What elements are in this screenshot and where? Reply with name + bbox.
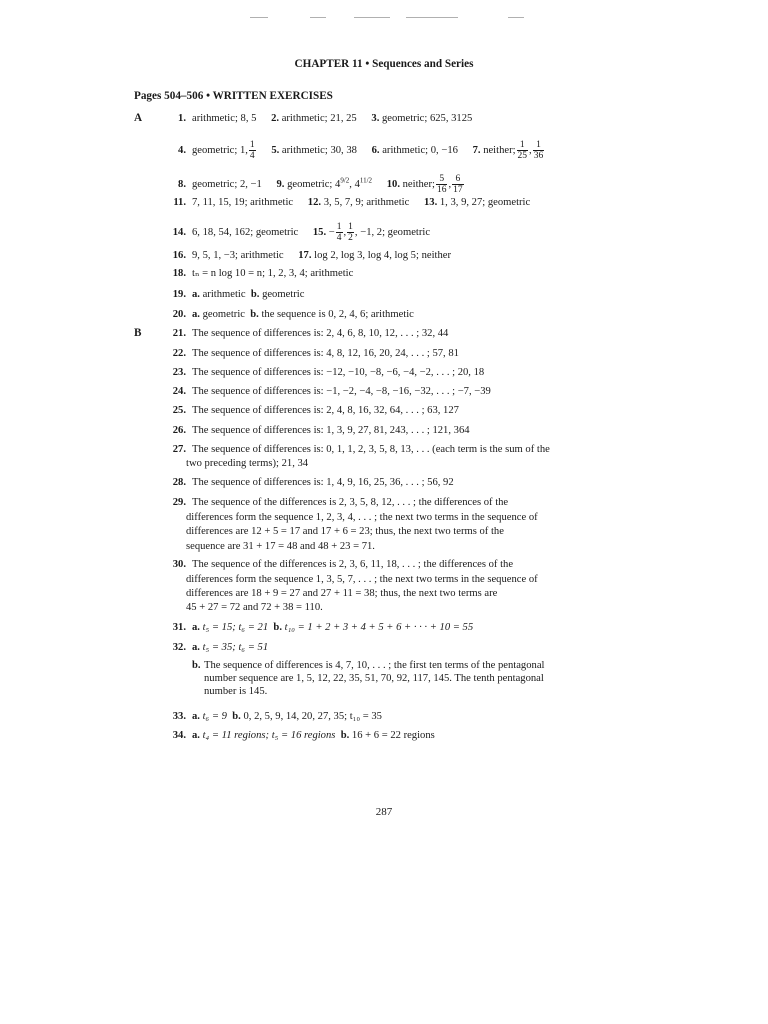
fraction: $\frac{1}{4}$ (336, 222, 342, 243)
pages-heading: Pages 504–506 • WRITTEN EXERCISES (134, 90, 333, 102)
answer-26: 26. The sequence of differences is: 1, 3, 9, 27, 81, 243, . . . ; 121, 364 (172, 425, 470, 436)
answer-28: 28. The sequence of differences is: 1, 4, 9, 16, 25, 36, . . . ; 56, 92 (172, 477, 454, 488)
answer-32-b: b. (192, 660, 201, 671)
answer-24: 24. The sequence of differences is: −1, −2, −4, −8, −16, −32, . . . ; −7, −39 (172, 386, 491, 397)
answer-row-14: 14. 6, 18, 54, 162; geometric 15. − $\frac{1}{4}$ , $\frac{1}{2}$ , −1, 2; geometric (172, 222, 431, 243)
section-a-label: A (134, 112, 143, 124)
answer-27-cont: two preceding terms); 21, 34 (186, 458, 309, 469)
answer-row-11: 11. 7, 11, 15, 19; arithmetic 12. 3, 5, 7, 9; arithmetic 13. 1, 3, 9, 27; geometric (173, 197, 531, 208)
page-number: 287 (375, 806, 393, 818)
answer-31: 31. a. t₅ = 15; t₆ = 21 b. t₁₀ = 1 + 2 + 3 + 4 + 5 + 6 + · · · + 10 = 55 (172, 622, 474, 633)
answer-29-line-2: differences form the sequence 1, 2, 3, 4, . . . ; the next two terms in the sequence of (186, 512, 538, 523)
section-b-label: B (134, 327, 142, 339)
answer-34: 34. a. t₄ = 11 regions; t₅ = 16 regions b. 16 + 6 = 22 regions (172, 730, 435, 741)
answer-21: 21. The sequence of differences is: 2, 4, 6, 8, 10, 12, . . . ; 32, 44 (172, 328, 449, 339)
answer-30-line-4: 45 + 27 = 72 and 72 + 38 = 110. (186, 602, 323, 613)
fraction: $\frac{1}{4}$ (249, 140, 255, 161)
answer-29-line-4: sequence are 31 + 17 = 48 and 48 + 23 = 71. (186, 541, 375, 552)
answer-27: 27. The sequence of differences is: 0, 1, 1, 2, 3, 5, 8, 13, . . . (each term is the sum of the (172, 444, 550, 455)
fraction: $\frac{1}{25}$ (517, 140, 528, 161)
answer-30: 30. The sequence of the differences is 2, 3, 6, 11, 18, . . . ; the differences of the (172, 559, 514, 570)
answer-32: 32. a. t₅ = 35; t₆ = 51 (172, 642, 269, 653)
answer-18: 18. tₙ = n log 10 = n; 1, 2, 3, 4; arithmetic (172, 268, 354, 279)
fraction: $\frac{5}{16}$ (436, 174, 447, 195)
answer-23: 23. The sequence of differences is: −12, −10, −8, −6, −4, −2, . . . ; 20, 18 (172, 367, 485, 378)
answer-30-line-3: differences are 18 + 9 = 27 and 27 + 11 = 38; thus, the next two terms are (186, 588, 498, 599)
answer-30-line-2: differences form the sequence 1, 3, 5, 7, . . . ; the next two terms in the sequence of (186, 574, 538, 585)
answer-25: 25. The sequence of differences is: 2, 4, 8, 16, 32, 64, . . . ; 63, 127 (172, 405, 459, 416)
fraction: $\frac{6}{17}$ (453, 174, 463, 195)
chapter-title: CHAPTER 11 • Sequences and Series (294, 58, 474, 70)
fraction: $\frac{1}{2}$ (348, 222, 353, 243)
answer-row-1: 1. arithmetic; 8, 5 2. arithmetic; 21, 25 3. geometric; 625, 3125 (178, 113, 473, 124)
answer-33: 33. a. t₆ = 9 b. 0, 2, 5, 9, 14, 20, 27, 35; t₁₀ = 35 (172, 711, 382, 722)
answer-29-line-3: differences are 12 + 5 = 17 and 17 + 6 = 23; thus, the next two terms of the (186, 526, 504, 537)
answer-19: 19. a. arithmetic b. geometric (172, 289, 305, 300)
answer-22: 22. The sequence of differences is: 4, 8, 12, 16, 20, 24, . . . ; 57, 81 (172, 348, 459, 359)
answer-row-8: 8. geometric; 2, −1 9. geometric; $4^{9/2}$, $4^{11/2}$ 10. neither; $\frac{5}{16}$ , $\frac{6}{17}$ (178, 174, 463, 195)
answer-row-4: 4. geometric; 1, $\frac{1}{4}$ 5. arithmetic; 30, 38 6. arithmetic; 0, −16 7. neither; $\frac{1}{25}$ , $\frac{1}{36}$ (178, 140, 544, 161)
fraction: $\frac{1}{36}$ (533, 140, 544, 161)
answer-20: 20. a. geometric b. the sequence is 0, 2, 4, 6; arithmetic (172, 309, 414, 320)
answer-32-b-text: The sequence of differences is 4, 7, 10, . . . ; the first ten terms of the pentagonal number sequence are 1, 5, 12, 22, 35, 51, 70, 92, 117, 145. The tenth pentagonal number is 145. (204, 660, 545, 697)
answer-29: 29. The sequence of the differences is 2, 3, 5, 8, 12, . . . ; the differences of the (172, 497, 509, 508)
scan-marks (250, 17, 540, 21)
answer-row-16: 16. 9, 5, 1, −3; arithmetic 17. log 2, log 3, log 4, log 5; neither (172, 250, 451, 261)
